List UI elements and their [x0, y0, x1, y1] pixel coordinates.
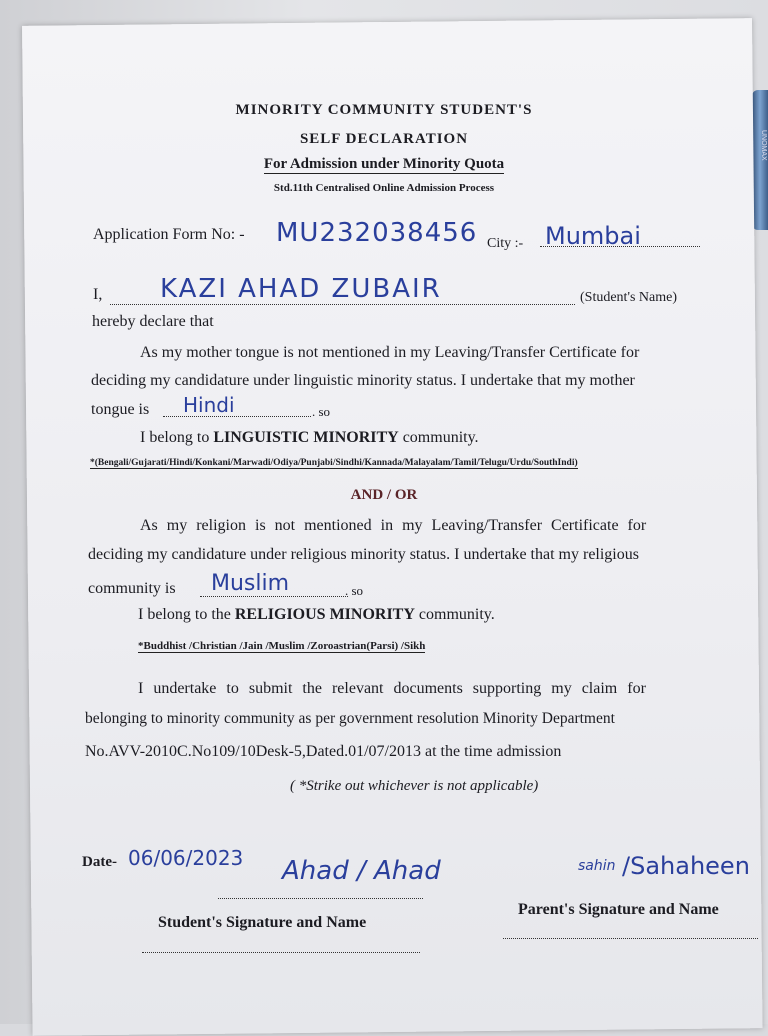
- parent-signature-initials: sahin: [578, 858, 616, 874]
- religious-para-line1: As my religion is not mentioned in my Leaving/Transfer Certificate for: [140, 517, 647, 534]
- tongue-label: tongue is: [91, 401, 150, 418]
- date-label: Date-: [82, 854, 117, 870]
- name-underline: [110, 304, 575, 305]
- student-signature-line: [218, 898, 423, 899]
- religious-belong-prefix: I belong to the: [138, 606, 231, 623]
- religious-options: *Buddhist /Christian /Jain /Muslim /Zoroastrian(Parsi) /Sikh: [138, 640, 426, 652]
- linguistic-para-line2: deciding my candidature under linguistic minority status. I undertake that my mother: [91, 372, 635, 389]
- undertake-line2: belonging to minority community as per government resolution Minority Department: [85, 710, 615, 727]
- title-line-3: [0, 156, 768, 173]
- declare-text: hereby declare that: [92, 313, 214, 330]
- title-line-4: Std.11th Centralised Online Admission Process: [273, 182, 495, 194]
- religious-para-line2: deciding my candidature under religious minority status. I undertake that my religious: [88, 546, 639, 563]
- title-line-1: MINORITY COMMUNITY STUDENT'S: [235, 102, 533, 118]
- tongue-underline: [163, 416, 311, 417]
- religious-belong-suffix: community.: [418, 606, 495, 623]
- student-label-line: [142, 952, 420, 953]
- application-form-number: MU232038456: [276, 218, 478, 248]
- linguistic-belong-suffix: community.: [402, 429, 479, 446]
- linguistic-belong-bold: LINGUISTIC MINORITY: [213, 429, 399, 446]
- strike-out-note: ( *Strike out whichever is not applicable): [290, 778, 539, 794]
- parent-signature-label: Parent's Signature and Name: [518, 901, 719, 918]
- linguistic-belong-prefix: I belong to: [140, 429, 210, 446]
- title-line-2: SELF DECLARATION: [299, 131, 469, 147]
- religious-belong-bold: RELIGIOUS MINORITY: [234, 606, 415, 623]
- student-signature-label: Student's Signature and Name: [158, 914, 367, 931]
- parent-signature-name: /Sahaheen: [622, 852, 750, 880]
- application-form-label: Application Form No: -: [93, 226, 245, 243]
- pen-brand: UNOMAX: [760, 130, 767, 161]
- religious-belong: [138, 606, 495, 624]
- city-value: Mumbai: [545, 222, 641, 250]
- student-name-label: (Student's Name): [580, 290, 678, 305]
- community-so: . so: [345, 583, 364, 598]
- linguistic-para-line1: As my mother tongue is not mentioned in my Leaving/Transfer Certificate for: [140, 344, 640, 361]
- student-signature: Ahad / Ahad: [282, 856, 441, 886]
- community-label: community is: [88, 580, 176, 597]
- community-underline: [200, 596, 348, 597]
- i-label: I,: [93, 286, 103, 303]
- city-underline: [540, 246, 700, 247]
- linguistic-options: *(Bengali/Gujarati/Hindi/Konkani/Marwadi/Odiya/Punjabi/Sindhi/Kannada/Malayalam/Tamil/Telugu/Urdu/SouthIndi): [90, 458, 578, 468]
- community-value: Muslim: [211, 571, 290, 596]
- undertake-line3: No.AVV-2010C.No109/10Desk-5,Dated.01/07/2013 at the time admission: [85, 743, 562, 760]
- city-label: City :-: [487, 236, 524, 251]
- tongue-so: . so: [312, 404, 331, 419]
- parent-label-line: [503, 938, 758, 939]
- undertake-line1: I undertake to submit the relevant documents supporting my claim for: [138, 680, 646, 697]
- date-value: 06/06/2023: [128, 846, 244, 870]
- tongue-value: Hindi: [183, 393, 235, 417]
- linguistic-belong: [140, 429, 479, 447]
- student-name-value: KAZI AHAD ZUBAIR: [160, 274, 442, 304]
- and-or-separator: AND / OR: [350, 487, 418, 503]
- quota-heading: For Admission under Minority Quota: [263, 156, 505, 172]
